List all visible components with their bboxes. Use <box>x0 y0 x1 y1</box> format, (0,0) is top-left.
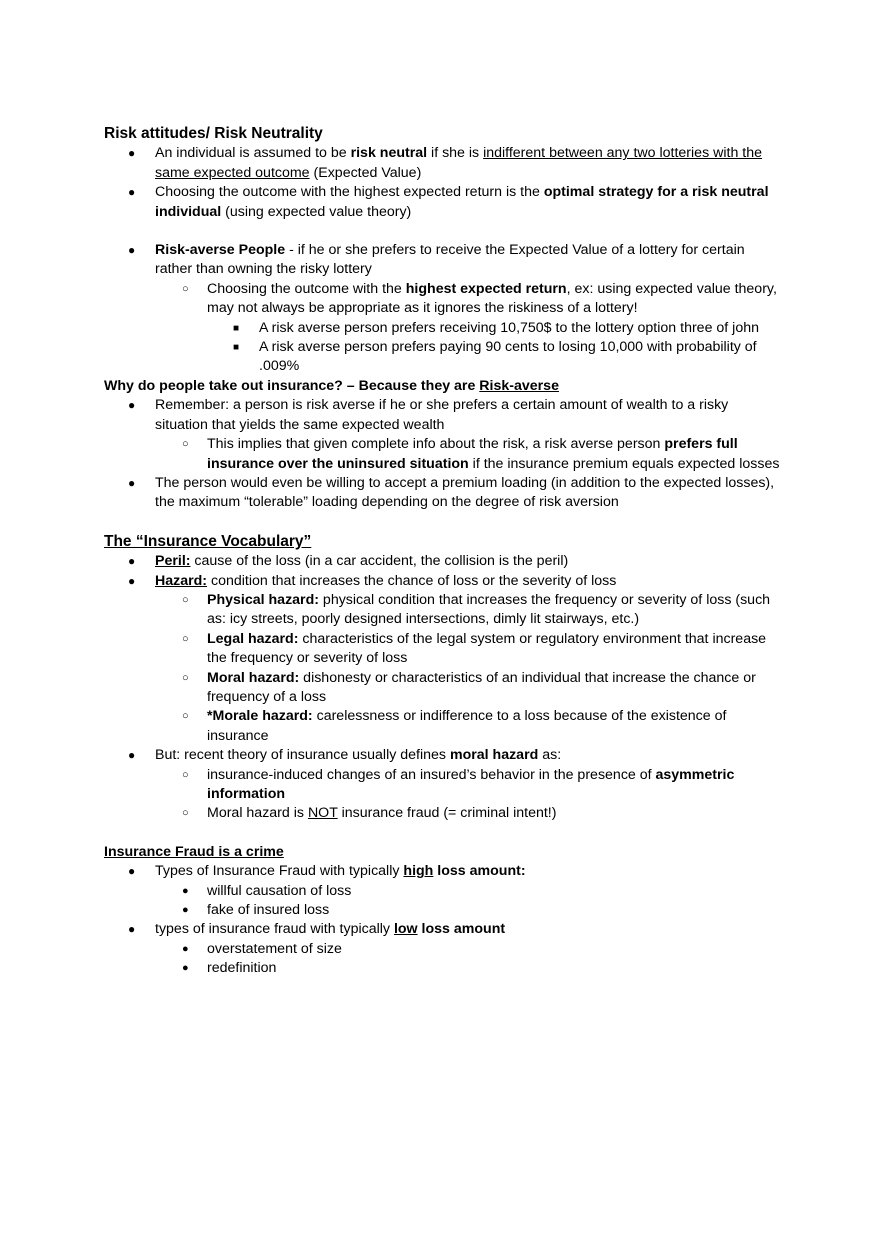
bullet-icon: ● <box>128 475 136 490</box>
list-item: ● But: recent theory of insurance usually defines moral hazard as: <box>104 746 784 765</box>
bullet-icon: ● <box>182 884 189 897</box>
document-page <box>104 124 784 979</box>
list-item: ○ This implies that given complete info about the risk, a risk averse person prefers full insurance over the uninsured situation if the insurance premium equals expected losses <box>182 436 780 472</box>
list-item: ○ Physical hazard: physical condition that increases the frequency or severity of loss (such as: icy streets, poorly designed intersections, dimly lit stairways, etc.) <box>182 591 771 628</box>
bullet-icon: ● <box>128 398 136 413</box>
circle-bullet-icon: ○ <box>182 671 189 684</box>
list-item: ○ Moral hazard: dishonesty or characteristics of an individual that increase the chance or frequency of a loss <box>182 669 756 705</box>
list-item: ● Remember: a person is risk averse if he or she prefers a certain amount of wealth to a risky situation that yields the same expected wealth <box>128 397 729 433</box>
bullet-icon: ● <box>128 573 136 588</box>
circle-bullet-icon: ○ <box>182 593 189 606</box>
list-item: ○ Choosing the outcome with the highest expected return, ex: using expected value theory, may not always be appropriate as it ignores the riskiness of a lottery! <box>182 280 777 317</box>
list-item: ● Risk-averse People - if he or she prefers to receive the Expected Value of a lottery for certain rather than owning the risky lottery <box>128 242 745 278</box>
circle-bullet-icon: ○ <box>182 807 189 820</box>
bullet-icon: ● <box>128 185 136 200</box>
list-item: ● Choosing the outcome with the highest expected return is the optimal strategy for a risk neutral individual (using expected value theory) <box>128 184 769 220</box>
list-item: ● redefinition <box>104 959 784 978</box>
bullet-icon: ● <box>128 146 136 161</box>
section-title-risk-attitudes: Risk attitudes/ Risk Neutrality <box>104 125 323 142</box>
list-item: ● The person would even be willing to accept a premium loading (in addition to the expected losses), the maximum “tolerable” loading depending on the degree of risk aversion <box>128 474 775 511</box>
list-item: ○ Legal hazard: characteristics of the legal system or regulatory environment that increase the frequency or severity of loss <box>182 630 767 667</box>
bullet-icon: ● <box>128 243 136 258</box>
list-item: ● overstatement of size <box>104 940 784 959</box>
circle-bullet-icon: ○ <box>182 438 189 451</box>
section-title-insurance-vocabulary: The “Insurance Vocabulary” <box>104 532 312 550</box>
section-title-why-insurance: Why do people take out insurance? – Because they are Risk-averse <box>104 377 559 394</box>
bullet-icon: ● <box>128 748 136 763</box>
list-item: ■ A risk averse person prefers receiving 10,750$ to the lottery option three of john <box>104 319 784 338</box>
bullet-icon: ● <box>128 864 136 879</box>
square-bullet-icon: ■ <box>233 342 240 354</box>
list-item: ● types of insurance fraud with typically low loss amount <box>104 920 784 939</box>
bullet-icon: ● <box>128 554 136 569</box>
bullet-icon: ● <box>182 962 189 975</box>
circle-bullet-icon: ○ <box>182 768 189 781</box>
list-item: ● Peril: cause of the loss (in a car accident, the collision is the peril) <box>104 552 784 571</box>
bullet-icon: ● <box>182 942 189 955</box>
list-item: ● Hazard: condition that increases the chance of loss or the severity of loss <box>104 572 784 591</box>
list-item: ○ Moral hazard is NOT insurance fraud (= criminal intent!) <box>104 804 784 823</box>
circle-bullet-icon: ○ <box>182 710 189 723</box>
list-item: ■ A risk averse person prefers paying 90 cents to losing 10,000 with probability of .009% <box>233 339 757 375</box>
circle-bullet-icon: ○ <box>182 282 189 295</box>
circle-bullet-icon: ○ <box>182 632 189 645</box>
list-item: ○ *Morale hazard: carelessness or indifference to a loss because of the existence of insurance <box>182 708 727 744</box>
list-item: ● willful causation of loss <box>104 882 784 901</box>
list-item: ● An individual is assumed to be risk neutral if she is indifferent between any two lotteries with the same expected outcome (Expected Value) <box>128 145 762 181</box>
bullet-icon: ● <box>182 904 189 917</box>
list-item: ● Types of Insurance Fraud with typically high loss amount: <box>104 862 784 881</box>
square-bullet-icon: ■ <box>233 322 240 334</box>
bullet-icon: ● <box>128 922 136 937</box>
list-item: ● fake of insured loss <box>104 901 784 920</box>
section-title-insurance-fraud: Insurance Fraud is a crime <box>104 843 284 860</box>
list-item: ○ insurance-induced changes of an insured’s behavior in the presence of asymmetric information <box>182 766 735 802</box>
